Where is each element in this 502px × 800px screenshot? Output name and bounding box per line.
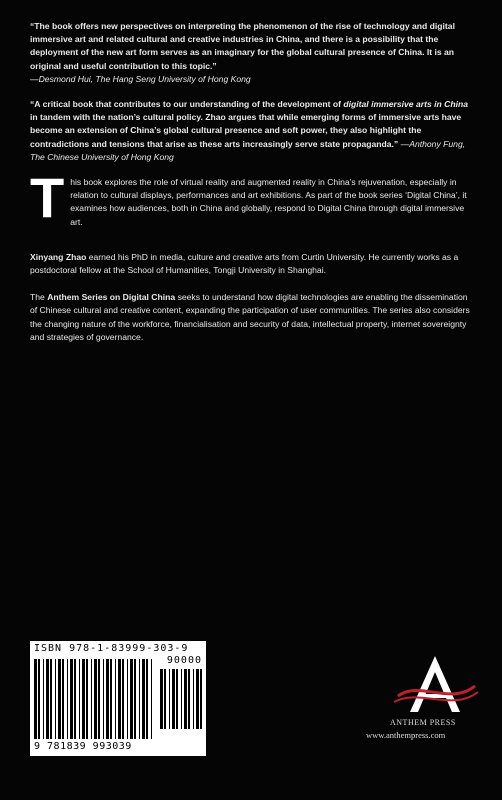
endorsement-1-author: —Desmond Hui, The Hang Seng University of Hong Kong — [30, 73, 251, 84]
book-description — [30, 166, 475, 230]
author-name: Xinyang Zhao — [30, 251, 87, 262]
endorsement-2-text-a: “A critical book that contributes to our understanding of the development of — [30, 99, 344, 110]
series-description — [30, 291, 475, 344]
endorsement-2-text-b: in tandem with the nation’s cultural policy. Zhao argues that while emerging forms of immersive arts have become an extension of China’s global cultural presence and soft power, they also highlight the contradictions and tensions that arise as these arts increasingly serve state propaganda.” — [30, 112, 462, 149]
publisher-url: www.anthempress.com — [366, 730, 446, 740]
series-prefix: The — [30, 292, 48, 303]
series-text: seeks to understand how digital technologies are enabling the dissemination of Chinese cultural and creative content, expanding the participation of user communities. The series also considers the changing nature of the workforce, financialisation and security of data, intellectual property, internet sovereignty and strategies of governance. — [30, 292, 470, 342]
endorsement-2 — [30, 98, 475, 164]
drop-cap: T — [30, 166, 65, 230]
series-name: Anthem Series on Digital China — [47, 292, 176, 303]
back-cover-text — [30, 20, 475, 344]
barcode-digits: 9 781839 993039 — [34, 741, 132, 752]
price-code: 90000 — [166, 655, 202, 666]
author-bio-text: earned his PhD in media, culture and creative arts from Curtin University. He currently works as a postdoctoral fellow at the School of Humanities, Tongji University in Shanghai. — [30, 251, 459, 276]
endorsement-2-text-em: digital immersive arts in China — [343, 99, 469, 110]
price-barcode-bars — [160, 669, 202, 731]
isbn-label: ISBN 978-1-83999-303-9 — [34, 643, 189, 654]
author-bio — [30, 243, 475, 277]
endorsement-1 — [30, 20, 475, 86]
endorsement-2-author: —Anthony Fung, The Chinese University of Hong Kong — [30, 138, 466, 162]
barcode-bars — [34, 659, 154, 741]
description-text: his book explores the role of virtual reality and augmented reality in China’s rejuvenation, especially in relation to cultural displays, performances and art exhibitions. As part of the book series ‘Digital China’, it examines how audiences, both in China and globally, respond to Digital China through digital immersive art. — [70, 177, 467, 227]
publisher-name: ANTHEM PRESS — [390, 718, 456, 727]
isbn-barcode — [30, 641, 206, 756]
endorsement-1-text: “The book offers new perspectives on interpreting the phenomenon of the rise of technology and digital immersive art and related cultural and creative industries in China, and there is a possibility that the deployment of the new art form serves as an imaginary for the global cultural presence of China. It is an original and useful contribution to this topic.” — [30, 21, 455, 71]
